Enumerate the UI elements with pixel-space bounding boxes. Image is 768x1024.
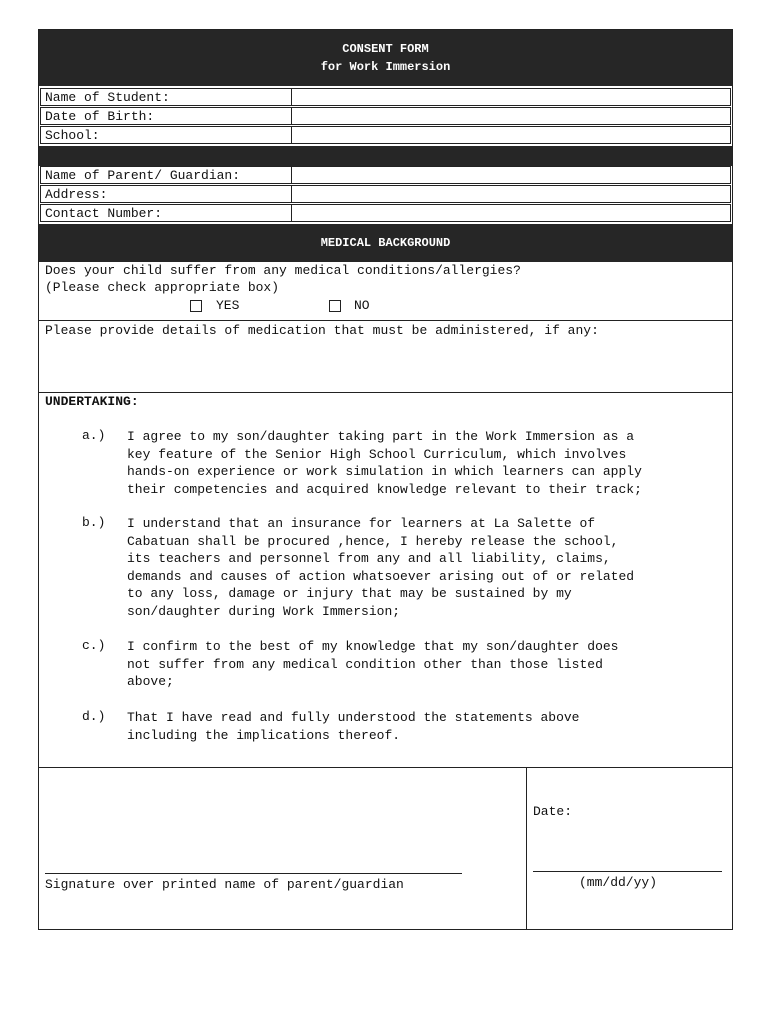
form-subtitle: for Work Immersion — [320, 60, 451, 74]
parent-name-field[interactable] — [291, 166, 731, 184]
undertaking-item-letter: a.) — [82, 428, 106, 443]
date-of-birth-row — [40, 107, 731, 125]
signature-section-divider — [526, 767, 527, 929]
date-format-hint: (mm/dd/yy) — [579, 875, 658, 890]
undertaking-heading: UNDERTAKING: — [45, 394, 139, 409]
school-label: School: — [45, 128, 100, 143]
school-field[interactable] — [291, 126, 731, 144]
undertaking-item-text: That I have read and fully understood the statements above including the implications thereof. — [127, 710, 580, 743]
date-of-birth-field[interactable] — [291, 107, 731, 125]
contact-number-field[interactable] — [291, 204, 731, 222]
signature-label: Signature over printed name of parent/guardian — [45, 877, 404, 892]
yes-checkbox[interactable] — [190, 300, 202, 312]
parent-name-row — [40, 166, 731, 184]
signature-line[interactable] — [45, 873, 462, 874]
undertaking-item-text: I understand that an insurance for learners at La Salette of Cabatuan shall be procured ,hence, I hereby release the school, its teachers and personnel from any and all liability, claims, demands and causes of action whatsoever arising out of or related to any loss, damage or injury that may be sustained by my son/daughter during Work Immersion; — [127, 516, 635, 619]
divider — [39, 320, 732, 321]
no-checkbox[interactable] — [329, 300, 341, 312]
date-line[interactable] — [533, 871, 722, 872]
school-row — [40, 126, 731, 144]
medical-question: Does your child suffer from any medical conditions/allergies? — [45, 263, 521, 278]
undertaking-item-letter: d.) — [82, 709, 106, 724]
undertaking-item-letter: c.) — [82, 638, 106, 653]
date-label: Date: — [533, 804, 573, 819]
address-field[interactable] — [291, 185, 731, 203]
student-name-label: Name of Student: — [45, 90, 170, 105]
form-header — [39, 30, 732, 86]
parent-name-label: Name of Parent/ Guardian: — [45, 168, 241, 183]
section-divider-bar — [39, 146, 732, 166]
date-of-birth-label: Date of Birth: — [45, 109, 155, 124]
no-label: NO — [354, 298, 370, 313]
undertaking-item-letter: b.) — [82, 515, 106, 530]
divider — [39, 392, 732, 393]
address-row — [40, 185, 731, 203]
medical-background-heading: MEDICAL BACKGROUND — [320, 236, 451, 250]
consent-form — [38, 29, 733, 930]
divider — [39, 767, 732, 768]
medical-background-bar — [39, 224, 732, 262]
undertaking-item-text: I agree to my son/daughter taking part in the Work Immersion as a key feature of the Senior High School Curriculum, which involves hands-on experience or work simulation in which learners can apply their competencies and acquired knowledge relevant to their track; — [127, 429, 642, 497]
medical-question-instruction: (Please check appropriate box) — [45, 280, 280, 295]
medication-details-prompt: Please provide details of medication that must be administered, if any: — [45, 323, 599, 338]
address-label: Address: — [45, 187, 108, 202]
contact-number-row — [40, 204, 731, 222]
contact-number-label: Contact Number: — [45, 206, 163, 221]
form-title: CONSENT FORM — [342, 42, 429, 56]
yes-label: YES — [216, 298, 240, 313]
medication-details-field[interactable] — [45, 340, 726, 390]
student-name-field[interactable] — [291, 88, 731, 106]
student-name-row — [40, 88, 731, 106]
undertaking-item-text: I confirm to the best of my knowledge that my son/daughter does not suffer from any medical condition other than those listed above; — [127, 639, 619, 690]
